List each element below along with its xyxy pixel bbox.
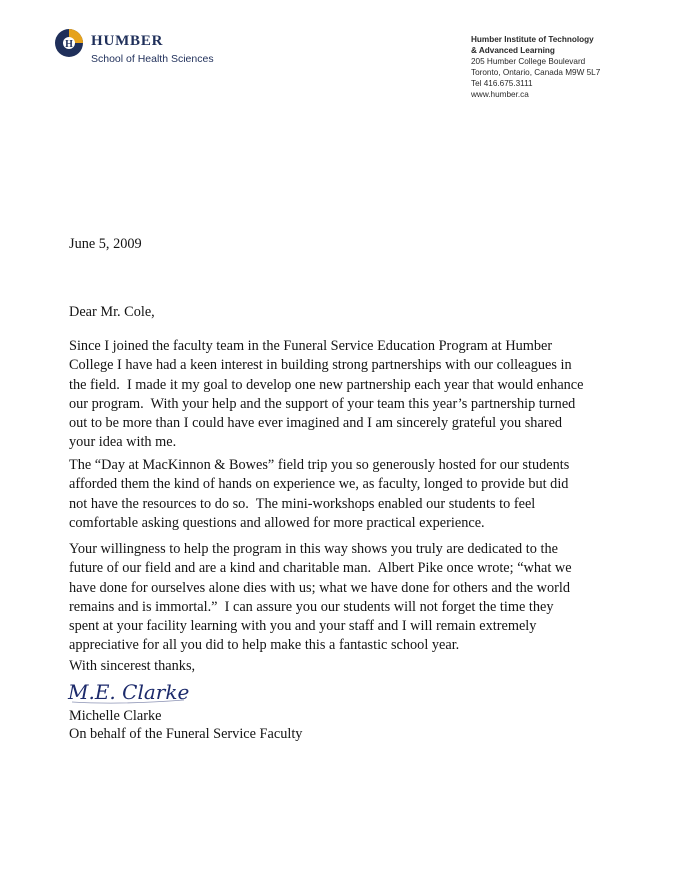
school-name: School of Health Sciences [91,53,214,65]
paragraph-2: The “Day at MacKinnon & Bowes” field trip you so generously hosted for our students afforded them the kind of hands on experience we, as faculty, longed to provide but did not have the resources to do so. The mini-workshops enabled our students to feel comfortable asking questions and allowed for more practical experience. [69,457,570,531]
signer-name: Michelle Clarke [69,708,162,724]
paragraph-3: Your willingness to help the program in this way shows you truly are dedicated to the future of our field and are a kind and charitable man. Albert Pike once wrote; “what we have done for ourselves alone dies with us; what we have done for others and the world remains and is immortal.” I can assure you our students will not forget the time they spent at your facility learning with you and your staff and I will remain extremely appreciative for all you did to help make this a fantastic school year. [69,541,572,654]
institution-line-1: Humber Institute of Technology [471,35,594,44]
letterhead-address [471,34,600,101]
signer-title: On behalf of the Funeral Service Faculty [69,726,303,742]
phone-number: Tel 416.675.3111 [471,79,533,89]
paragraph-1: Since I joined the faculty team in the Funeral Service Education Program at Humber College I have had a keen interest in building strong partnerships with our colleagues in the field. I made it my goal to develop one new partnership each year that would enhance our program. With your help and the support of your team this year’s partnership turned out to be more than I could have ever imagined and I am sincerely grateful you shared your idea with me. [69,338,584,451]
svg-text:H: H [65,39,73,50]
closing: With sincerest thanks, [69,658,196,674]
city-address: Toronto, Ontario, Canada M9W 5L7 [471,68,601,78]
street-address: 205 Humber College Boulevard [471,57,586,67]
salutation: Dear Mr. Cole, [69,304,155,320]
humber-logo-icon [54,28,84,58]
institution-line-2: & Advanced Learning [471,46,555,56]
letter-date: June 5, 2009 [69,236,142,252]
website: www.humber.ca [471,90,529,100]
signature [66,675,196,709]
brand-name: HUMBER [91,33,164,49]
svg-text:M.E. Clarke: M.E. Clarke [68,680,190,704]
